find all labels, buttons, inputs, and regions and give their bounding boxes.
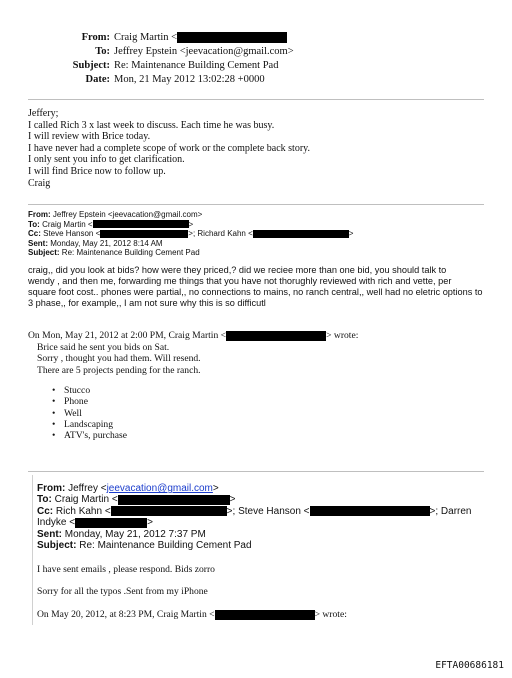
body-line: Sorry for all the typos .Sent from my iPhone	[37, 586, 208, 597]
quote-bar	[32, 475, 33, 625]
redaction	[226, 331, 326, 341]
cc-row-3-cont: Indyke < >	[37, 517, 153, 529]
list-item: • Landscaping	[50, 419, 127, 430]
redaction	[75, 518, 147, 528]
quote-line: There are 5 projects pending for the ranch.	[37, 364, 201, 376]
divider	[28, 204, 484, 205]
redaction	[93, 220, 189, 228]
list-item: • Well	[50, 408, 127, 419]
email-body-1	[28, 108, 310, 189]
body-line: wendy , and then me, forwarding me things that you have not thorughly reviewed with rich and vette, per	[28, 276, 452, 286]
redaction	[177, 32, 287, 43]
body-line: I have sent emails , please respond. Bids zorro	[37, 564, 215, 575]
cc-row-3: Cc: Rich Kahn < >; Steve Hanson < >; Darren	[37, 505, 472, 517]
redaction	[118, 495, 230, 505]
body-line: I will find Brice now to follow up.	[28, 165, 166, 177]
cc-row-2: Cc: Steve Hanson < >; Richard Kahn < >	[28, 229, 354, 239]
body-line: I called Rich 3 x last week to discuss. Each time he was busy.	[28, 119, 275, 131]
list-item: • ATV's, purchase	[50, 430, 127, 441]
divider	[28, 99, 484, 100]
quote-line: Brice said he sent you bids on Sat.	[37, 342, 170, 353]
body-line: Jeffery;	[28, 108, 59, 119]
list-item: • Stucco	[50, 385, 127, 396]
subject-row-2: Subject: Re: Maintenance Building Cement Pad	[28, 248, 200, 258]
body-line: I will review with Brice today.	[28, 131, 151, 143]
date-value-1: Mon, 21 May 2012 13:02:28 +0000	[114, 74, 265, 85]
subject-label-1: Subject:	[72, 60, 110, 71]
projects-list	[50, 385, 127, 441]
from-row-3: From: Jeffrey <jeevacation@gmail.com>	[37, 483, 219, 494]
from-value-1: Craig Martin <	[114, 31, 287, 45]
quoted-message	[37, 342, 201, 376]
sent-row-3: Sent: Monday, May 21, 2012 7:37 PM	[37, 528, 206, 540]
redaction	[111, 506, 227, 516]
quote-line: Sorry , thought you had them. Will resend.	[37, 353, 201, 365]
date-label-1: Date:	[85, 74, 110, 85]
redaction	[310, 506, 430, 516]
subject-row-3: Subject: Re: Maintenance Building Cement Pad	[37, 540, 252, 552]
body-line: 3 phase,, for example,, I am not sure why this is so difficutl	[28, 298, 266, 308]
email-body-2	[28, 265, 483, 309]
divider	[28, 471, 484, 472]
redaction	[215, 610, 315, 620]
body-line: square foot cost.. phones were partial,, no connections to mains, no ranch central,, well had no eletric options to	[28, 287, 483, 297]
body-line: Craig	[28, 177, 51, 189]
email-header-2	[28, 210, 353, 258]
body-line: craig,, did you look at bids? how were they priced,? did we reciee more than one bid, you should talk to	[28, 265, 447, 275]
sent-row-2: Sent: Monday, May 21, 2012 8:14 AM	[28, 238, 163, 248]
redaction	[253, 230, 349, 238]
quote-intro-3: On May 20, 2012, at 8:23 PM, Craig Martin < > wrote:	[37, 609, 347, 620]
from-row-2: From: Jeffrey Epstein <jeevacation@gmail.com>	[28, 210, 203, 219]
subject-value-1: Re: Maintenance Building Cement Pad	[114, 60, 279, 71]
from-label-1: From:	[81, 32, 110, 43]
quote-intro: On Mon, May 21, 2012 at 2:00 PM, Craig Martin < > wrote:	[28, 330, 359, 341]
email-link[interactable]: jeevacation@gmail.com	[106, 483, 213, 494]
body-line: I only sent you info to get clarification.	[28, 154, 185, 166]
to-label-1: To:	[95, 46, 110, 57]
document-id: EFTA00686181	[435, 660, 504, 671]
to-row-3: To: Craig Martin < >	[37, 494, 236, 506]
list-item: • Phone	[50, 396, 127, 407]
to-row-2: To: Craig Martin < >	[28, 219, 194, 229]
body-line: I have never had a complete scope of work or the complete back story.	[28, 142, 311, 154]
to-value-1: Jeffrey Epstein <jeevacation@gmail.com>	[114, 46, 294, 57]
email-header-3	[37, 483, 471, 551]
redaction	[100, 230, 188, 238]
